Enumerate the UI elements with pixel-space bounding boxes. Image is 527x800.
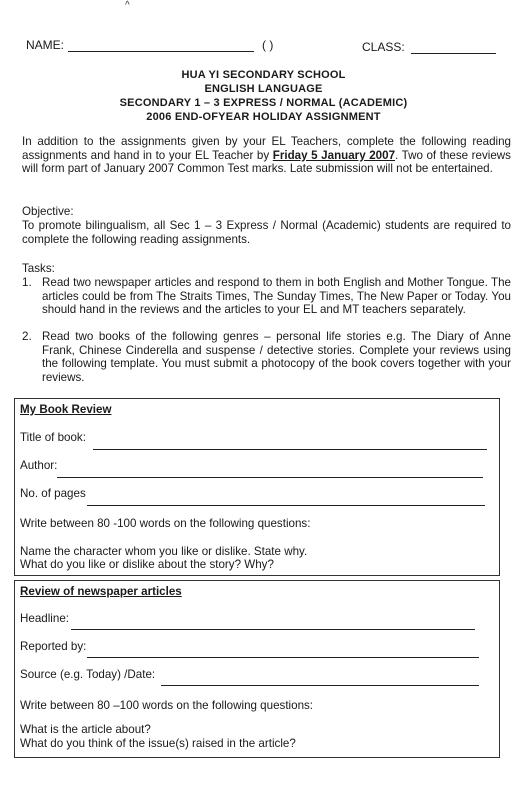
book-review-title: My Book Review <box>20 403 112 416</box>
objective-heading: Objective: <box>22 205 74 218</box>
task-number: 1. <box>22 276 32 289</box>
name-label: NAME: <box>26 38 65 52</box>
task-number: 2. <box>22 330 32 343</box>
book-instruction: Write between 80 -100 words on the following questions: <box>20 517 311 530</box>
task-text: Read two books of the following genres – personal life stories e.g. The Diary of Anne Frank, Chinese Cinderella and suspense / detective stories. Complete your reviews using the following template. You must submit a photocopy of the book covers together with your reviews. <box>42 330 511 384</box>
assignment-title: 2006 END-OFYEAR HOLIDAY ASSIGNMENT <box>146 111 381 123</box>
intro-text-2: . Two of these reviews will form part of January 2007 Common Test marks. Late submission will not be entertained. <box>22 148 511 176</box>
book-question-1: Name the character whom you like or dislike. State why. <box>20 545 308 558</box>
intro-paragraph <box>22 135 511 176</box>
document-heading <box>0 68 527 124</box>
task-item <box>22 330 511 384</box>
intro-text-1: In addition to the assignments given by your EL Teachers, complete the following reading assignments and hand in to your EL Teacher by <box>22 135 511 162</box>
class-label: CLASS: <box>362 40 405 54</box>
author-line <box>57 477 483 478</box>
source-line <box>161 685 479 686</box>
book-title-label: Title of book: <box>20 431 86 444</box>
reporter-line <box>87 657 479 658</box>
reporter-label: Reported by: <box>20 640 87 653</box>
author-label: Author: <box>20 459 58 472</box>
school-name: HUA YI SECONDARY SCHOOL <box>181 69 346 81</box>
objective-text: To promote bilingualism, all Sec 1 – 3 Express / Normal (Academic) students are required to complete the following reading assignments. <box>22 219 511 246</box>
task-text: Read two newspaper articles and respond to them in both English and Mother Tongue. The articles could be from The Straits Times, The Sunday Times, The New Paper or Today. You should hand in the reviews and the articles to your EL and MT teachers separately. <box>42 276 511 317</box>
newspaper-review-template <box>14 580 500 758</box>
book-review-template <box>14 398 500 576</box>
news-question-2: What do you think of the issue(s) raised in the article? <box>20 737 296 750</box>
register-number-parens: ( ) <box>262 38 274 52</box>
pages-line <box>87 505 485 506</box>
headline-label: Headline: <box>20 612 69 625</box>
task-item <box>22 276 511 317</box>
student-info-row <box>26 38 505 58</box>
source-label: Source (e.g. Today) /Date: <box>20 668 156 681</box>
news-instruction: Write between 80 –100 words on the following questions: <box>20 699 314 712</box>
subject-title: ENGLISH LANGUAGE <box>204 83 323 95</box>
name-blank-line <box>68 51 254 52</box>
scan-mark: ^ <box>125 0 130 11</box>
level-title: SECONDARY 1 – 3 EXPRESS / NORMAL (ACADEMIC) <box>119 97 408 109</box>
news-review-title: Review of newspaper articles <box>20 585 182 598</box>
book-title-line <box>93 449 487 450</box>
news-question-1: What is the article about? <box>20 723 151 736</box>
class-blank-line <box>411 53 496 54</box>
headline-line <box>71 629 475 630</box>
deadline-date: Friday 5 January 2007 <box>272 148 396 162</box>
pages-label: No. of pages <box>20 487 86 500</box>
tasks-heading: Tasks: <box>22 262 55 275</box>
book-question-2: What do you like or dislike about the story? Why? <box>20 558 274 571</box>
